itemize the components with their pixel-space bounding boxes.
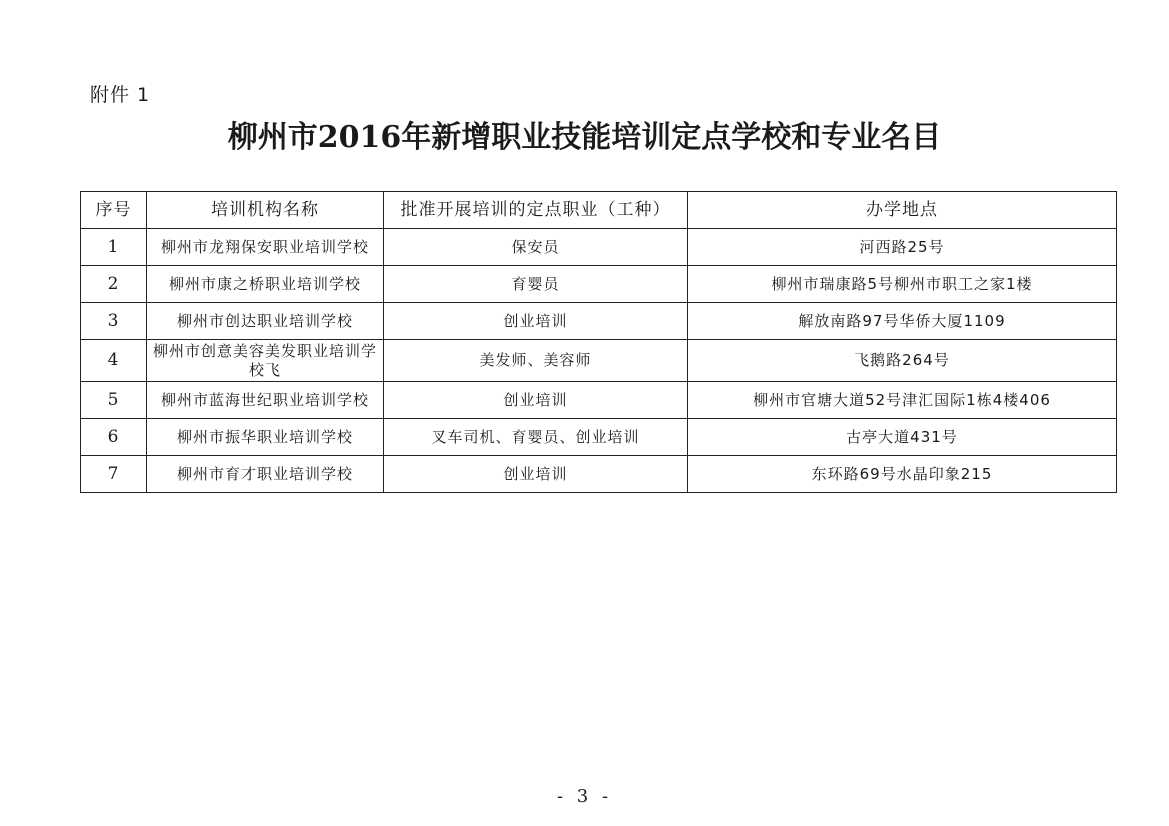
row-occupation: 美发师、美容师 — [384, 340, 688, 382]
header-institution-name: 培训机构名称 — [147, 192, 384, 229]
row-institution-name: 柳州市康之桥职业培训学校 — [147, 266, 384, 303]
table-row — [81, 229, 1117, 266]
document-title: 柳州市2016年新增职业技能培训定点学校和专业名目 — [227, 120, 942, 155]
row-institution-name: 柳州市龙翔保安职业培训学校 — [147, 229, 384, 266]
row-index: 4 — [81, 340, 147, 382]
table-row — [81, 266, 1117, 303]
row-occupation: 创业培训 — [384, 303, 688, 340]
school-table — [80, 191, 1117, 493]
row-index: 3 — [81, 303, 147, 340]
table-row — [81, 419, 1117, 456]
page-number: - 3 - — [556, 786, 613, 807]
row-institution-name: 柳州市创意美容美发职业培训学校飞 — [147, 340, 384, 382]
row-address: 柳州市官塘大道52号津汇国际1栋4楼406 — [688, 382, 1117, 419]
row-index: 6 — [81, 419, 147, 456]
table-row — [81, 382, 1117, 419]
table-row — [81, 456, 1117, 493]
row-institution-name: 柳州市创达职业培训学校 — [147, 303, 384, 340]
row-index: 1 — [81, 229, 147, 266]
row-address: 柳州市瑞康路5号柳州市职工之家1楼 — [688, 266, 1117, 303]
row-occupation: 创业培训 — [384, 456, 688, 493]
attachment-label: 附件 1 — [90, 84, 151, 106]
row-address: 解放南路97号华侨大厦1109 — [688, 303, 1117, 340]
row-index: 2 — [81, 266, 147, 303]
row-address: 东环路69号水晶印象215 — [688, 456, 1117, 493]
row-occupation: 创业培训 — [384, 382, 688, 419]
table-row — [81, 303, 1117, 340]
row-address: 飞鹅路264号 — [688, 340, 1117, 382]
row-occupation: 叉车司机、育婴员、创业培训 — [384, 419, 688, 456]
row-address: 河西路25号 — [688, 229, 1117, 266]
table-row — [81, 340, 1117, 382]
row-address: 古亭大道431号 — [688, 419, 1117, 456]
table-header-row — [81, 192, 1117, 229]
row-institution-name: 柳州市蓝海世纪职业培训学校 — [147, 382, 384, 419]
header-index: 序号 — [81, 192, 147, 229]
header-occupation: 批准开展培训的定点职业（工种） — [384, 192, 688, 229]
row-occupation: 保安员 — [384, 229, 688, 266]
header-address: 办学地点 — [688, 192, 1117, 229]
row-index: 5 — [81, 382, 147, 419]
row-institution-name: 柳州市育才职业培训学校 — [147, 456, 384, 493]
row-occupation: 育婴员 — [384, 266, 688, 303]
row-index: 7 — [81, 456, 147, 493]
row-institution-name: 柳州市振华职业培训学校 — [147, 419, 384, 456]
